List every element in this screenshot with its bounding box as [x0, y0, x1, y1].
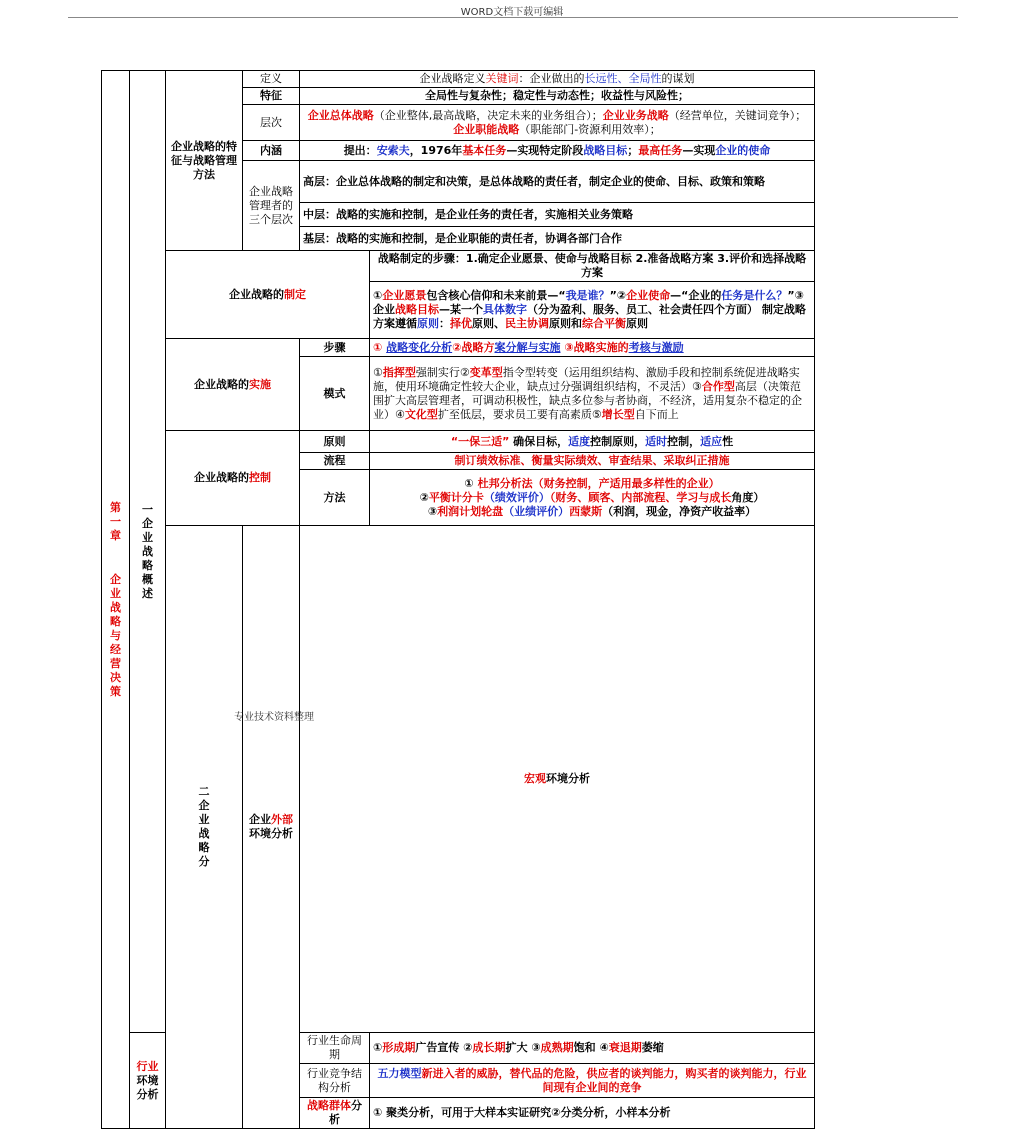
- managers-key: 企业战略管理者的三个层次: [243, 161, 300, 251]
- page-header: WORD文档下载可编辑: [460, 7, 564, 18]
- levels-key: 层次: [243, 105, 300, 141]
- control-methods-value: ① 杜邦分析法（财务控制，产适用最多样性的企业） ②平衡计分卡（绩效评价）（财务、顾客、内部流程、学习与成长角度） ③利润计划轮盘（业绩评价）西蒙斯（利润，现金，净资产收益率）: [370, 470, 815, 526]
- control-flow-value: 制订绩效标准、衡量实际绩效、审查结果、采取纠正措施: [370, 453, 815, 470]
- implementation-modes-value: ①指挥型强制实行②变革型指令型转变（运用组织结构、激励手段和控制系统促进战略实施，使用环境确定性较大企业，缺点过分强调组织结构，不灵活）③合作型高层（决策范围扩大高层管理者，可调动积极性，缺点多位参与者协商，不经济，适用复杂不稳定的企业）④文化型扩至低层，要求员工要有高素质⑤增长型自下而上: [370, 357, 815, 431]
- connotation-value: 提出：安索夫，1976年基本任务—实现特定阶段战略目标；最高任务—实现企业的使命: [300, 141, 815, 161]
- page-footer: 专业技术资料整理: [234, 712, 314, 723]
- group-key: 战略群体分析: [300, 1098, 370, 1129]
- lifecycle-value: ①形成期广告宣传 ②成长期扩大 ③成熟期饱和 ④衰退期萎缩: [370, 1033, 815, 1064]
- strategy-table: [101, 70, 815, 1129]
- macro-label: 宏观环境分析: [300, 526, 815, 1033]
- lifecycle-key: 行业生命周期: [300, 1033, 370, 1064]
- sub4-label: 企业战略的控制: [166, 431, 300, 526]
- control-methods-key: 方法: [300, 470, 370, 526]
- managers-top: 高层：企业总体战略的制定和决策，是总体战略的责任者，制定企业的使命、目标、政策和策略: [300, 161, 815, 203]
- section-2-label: 二企业战略分: [166, 526, 243, 1129]
- control-principle-key: 原则: [300, 431, 370, 453]
- control-principle-value: “一保三适” 确保目标，适度控制原则，适时控制，适应性: [370, 431, 815, 453]
- sub1-label: 企业战略的特征与战略管理方法: [166, 71, 243, 251]
- implementation-steps-key: 步骤: [300, 339, 370, 357]
- group-value: ① 聚类分析，可用于大样本实证研究②分类分析，小样本分析: [370, 1098, 815, 1129]
- sub2-label: 企业战略的制定: [166, 251, 370, 339]
- competition-value: 五力模型新进入者的威胁，替代品的危险，供应者的谈判能力，购买者的谈判能力，行业间现有企业间的竞争: [370, 1064, 815, 1098]
- sec2-sub-label: 企业外部环境分析: [243, 526, 300, 1129]
- connotation-key: 内涵: [243, 141, 300, 161]
- competition-key: 行业竞争结构分析: [300, 1064, 370, 1098]
- implementation-modes-key: 模式: [300, 357, 370, 431]
- definition-key: 定义: [243, 71, 300, 88]
- formulation-steps: 战略制定的步骤：1.确定企业愿景、使命与战略目标 2.准备战略方案 3.评价和选择战略方案: [370, 251, 815, 282]
- implementation-steps-value: ① 战略变化分析②战略方案分解与实施 ③战略实施的考核与激励: [370, 339, 815, 357]
- header-rule: [68, 17, 958, 18]
- formulation-detail: ①企业愿景包含核心信仰和未来前景—“我是谁？”②企业使命—“企业的任务是什么？”③企业战略目标—某一个具体数字（分为盈利、服务、员工、社会责任四个方面） 制定战略方案遵循原则：择优原则、民主协调原则和综合平衡原则: [370, 282, 815, 339]
- traits-key: 特征: [243, 88, 300, 105]
- chapter-label: 第一章: [110, 500, 121, 542]
- managers-base: 基层：战略的实施和控制，是企业职能的责任者，协调各部门合作: [300, 227, 815, 251]
- industry-label: 行业环境分析: [130, 1033, 166, 1129]
- section-1-label: 一企业战略概述: [130, 71, 166, 1033]
- definition-value: 企业战略定义关键词：企业做出的长远性、全局性的谋划: [300, 71, 815, 88]
- control-flow-key: 流程: [300, 453, 370, 470]
- chapter-title: 企业战略与经营决策: [110, 572, 121, 698]
- chapter-cell: [102, 71, 130, 1129]
- levels-value: 企业总体战略（企业整体,最高战略，决定未来的业务组合）；企业业务战略（经营单位，关键词竞争）；企业职能战略（职能部门-资源利用效率）；: [300, 105, 815, 141]
- managers-mid: 中层：战略的实施和控制，是企业任务的责任者，实施相关业务策略: [300, 203, 815, 227]
- traits-value: 全局性与复杂性；稳定性与动态性；收益性与风险性；: [300, 88, 815, 105]
- sub3-label: 企业战略的实施: [166, 339, 300, 431]
